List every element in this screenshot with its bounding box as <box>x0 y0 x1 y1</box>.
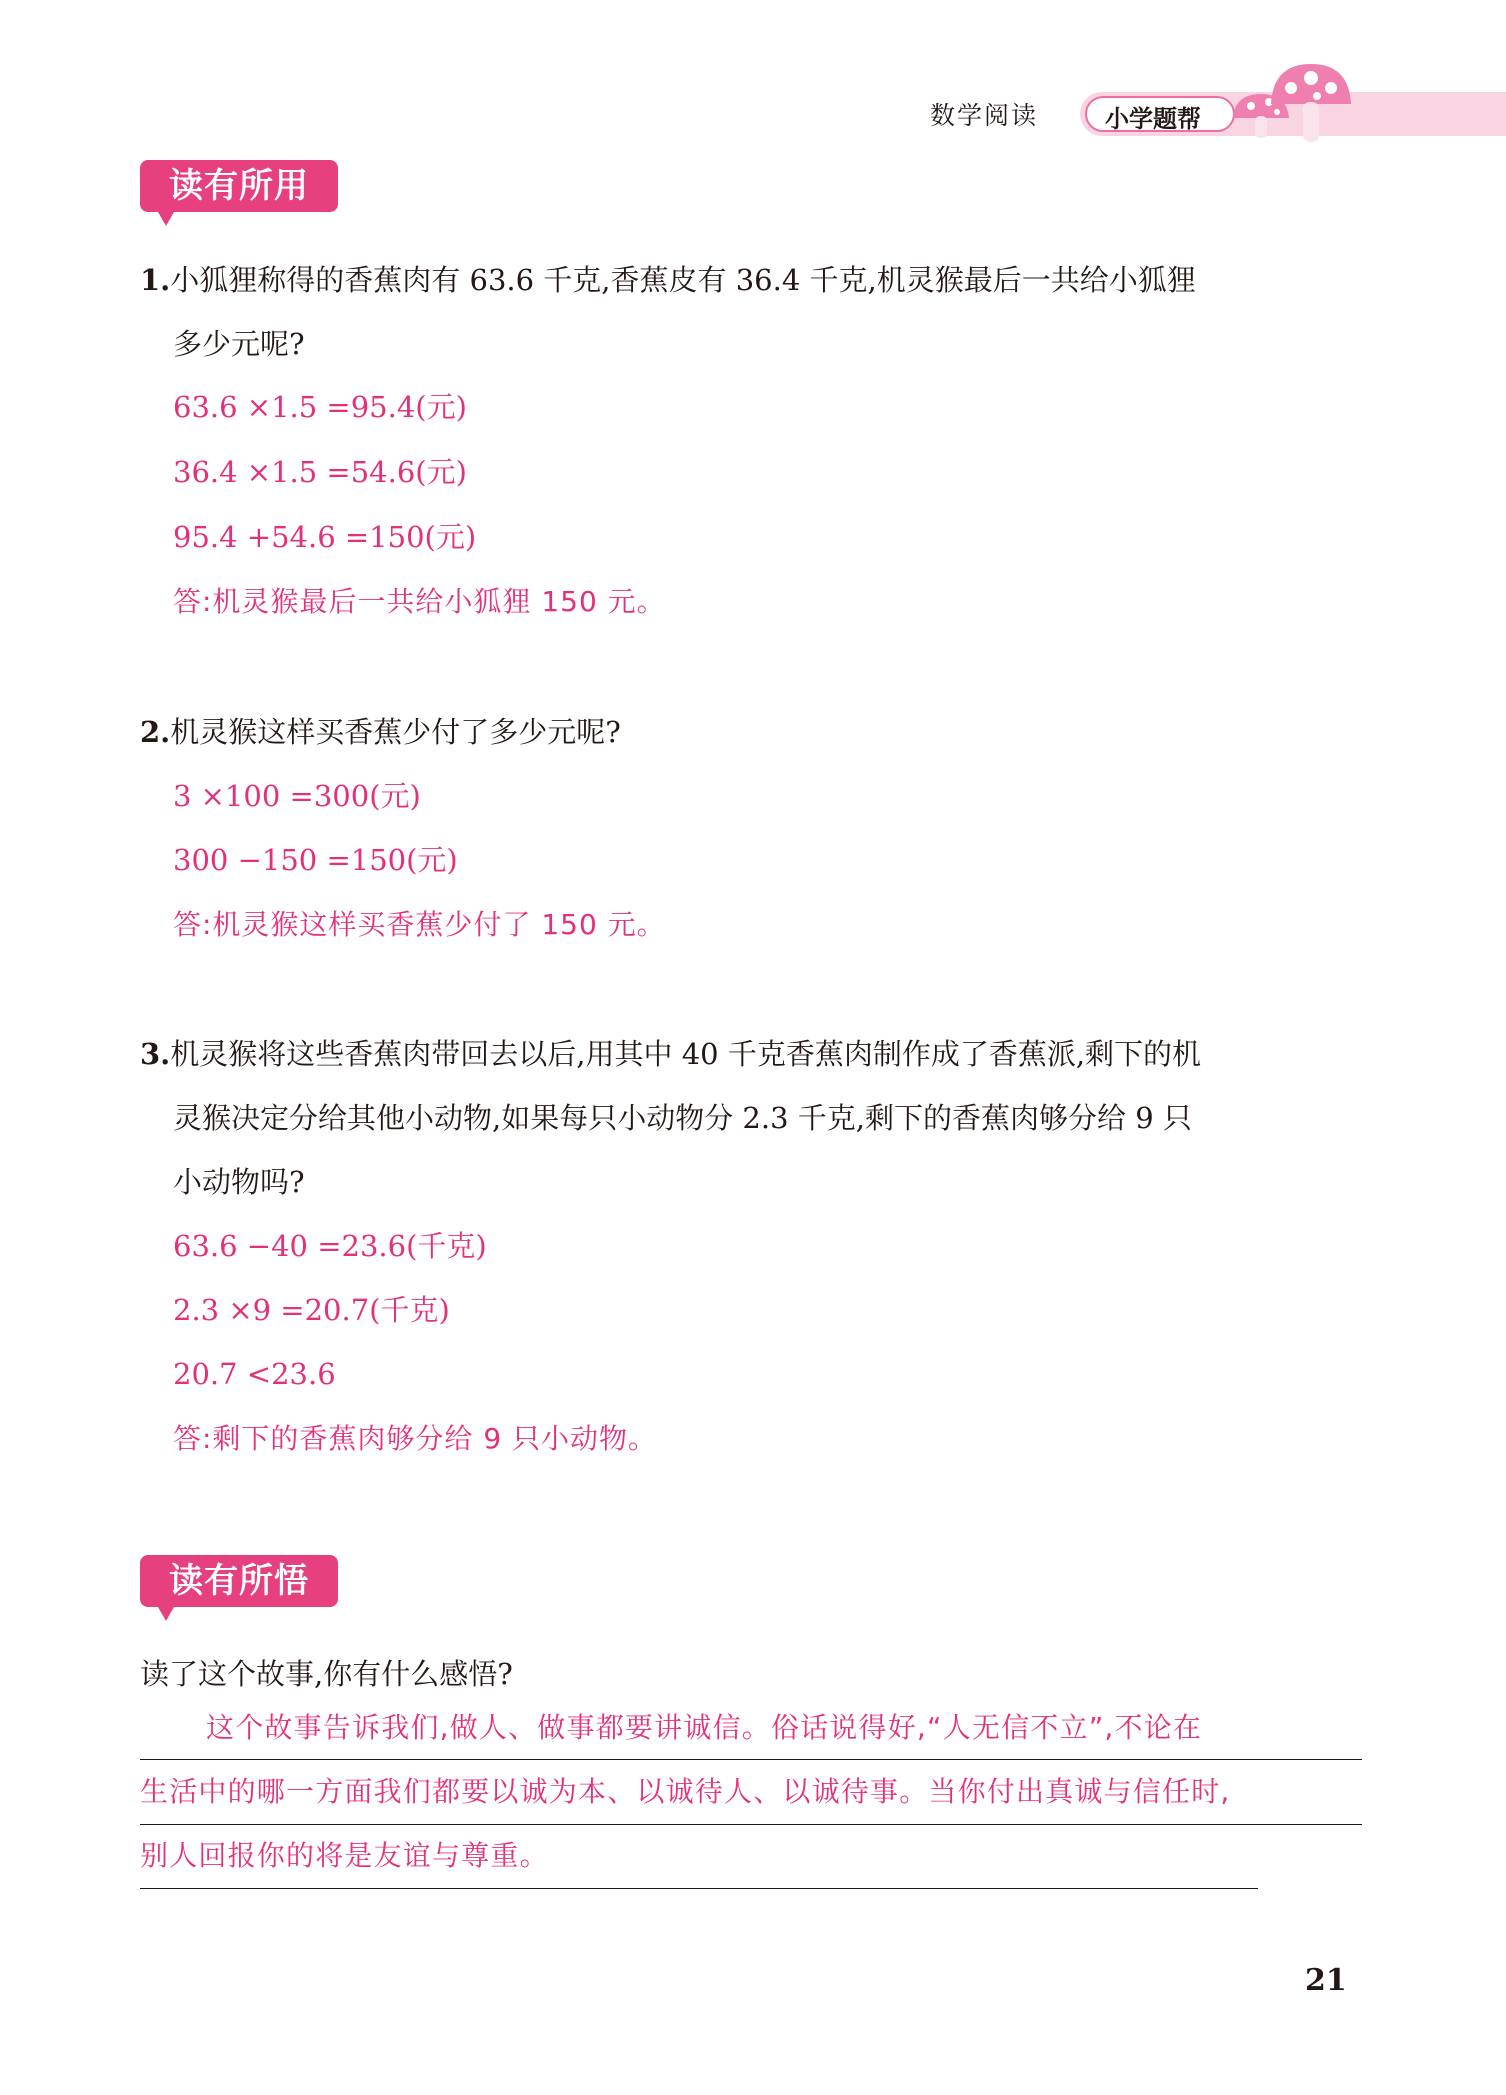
question-text: 机灵猴这样买香蕉少付了多少元呢? <box>170 715 621 749</box>
answer-step: 63.6 −40 =23.6(千克) <box>173 1229 487 1263</box>
question-text-cont: 多少元呢? <box>173 327 305 361</box>
question-text-cont: 小动物吗? <box>173 1165 305 1199</box>
answer-step: 2.3 ×9 =20.7(千克) <box>173 1293 450 1327</box>
question-3 <box>140 1022 1370 1214</box>
answer-final: 答:机灵猴最后一共给小狐狸 150 元。 <box>173 585 666 618</box>
section-title-du-you-suo-yong: 读有所用 <box>140 160 338 212</box>
question-text: 小狐狸称得的香蕉肉有 63.6 千克,香蕉皮有 36.4 千克,机灵猴最后一共给小狐狸 <box>170 263 1196 297</box>
question-text: 机灵猴将这些香蕉肉带回去以后,用其中 40 千克香蕉肉制作成了香蕉派,剩下的机 <box>170 1037 1202 1071</box>
answer-final: 答:机灵猴这样买香蕉少付了 150 元。 <box>173 908 666 941</box>
answer-step: 20.7 <23.6 <box>173 1357 336 1391</box>
book-title: 数学阅读 <box>930 101 1039 130</box>
question-number: 3. <box>140 1037 171 1071</box>
page-number: 21 <box>1305 1963 1347 1998</box>
answer-step: 3 ×100 =300(元) <box>173 779 421 813</box>
reflection-line: 别人回报你的将是友谊与尊重。 <box>140 1828 1258 1889</box>
answer-step: 36.4 ×1.5 =54.6(元) <box>173 455 467 489</box>
answer-step: 95.4 +54.6 =150(元) <box>173 520 477 554</box>
reflection-line: 生活中的哪一方面我们都要以诚为本、以诚待人、以诚待事。当你付出真诚与信任时, <box>140 1764 1362 1825</box>
answer-step: 300 −150 =150(元) <box>173 843 458 877</box>
question-number: 2. <box>140 715 171 749</box>
section-title-du-you-suo-wu: 读有所悟 <box>140 1555 338 1607</box>
answer-final: 答:剩下的香蕉肉够分给 9 只小动物。 <box>173 1422 658 1455</box>
reflection-prompt: 读了这个故事,你有什么感悟? <box>140 1657 513 1691</box>
answer-step: 63.6 ×1.5 =95.4(元) <box>173 390 467 424</box>
reflection-line: 这个故事告诉我们,做人、做事都要讲诚信。俗话说得好,“人无信不立”,不论在 <box>140 1700 1362 1760</box>
question-number: 1. <box>140 263 171 297</box>
brand-label: 小学题帮 <box>1105 105 1201 133</box>
question-text-cont: 灵猴决定分给其他小动物,如果每只小动物分 2.3 千克,剩下的香蕉肉够分给 9 只 <box>173 1101 1192 1135</box>
question-2 <box>140 700 1370 764</box>
mushroom-icon <box>1225 58 1355 150</box>
question-1 <box>140 248 1370 376</box>
reflection-answer <box>140 1700 1370 1900</box>
